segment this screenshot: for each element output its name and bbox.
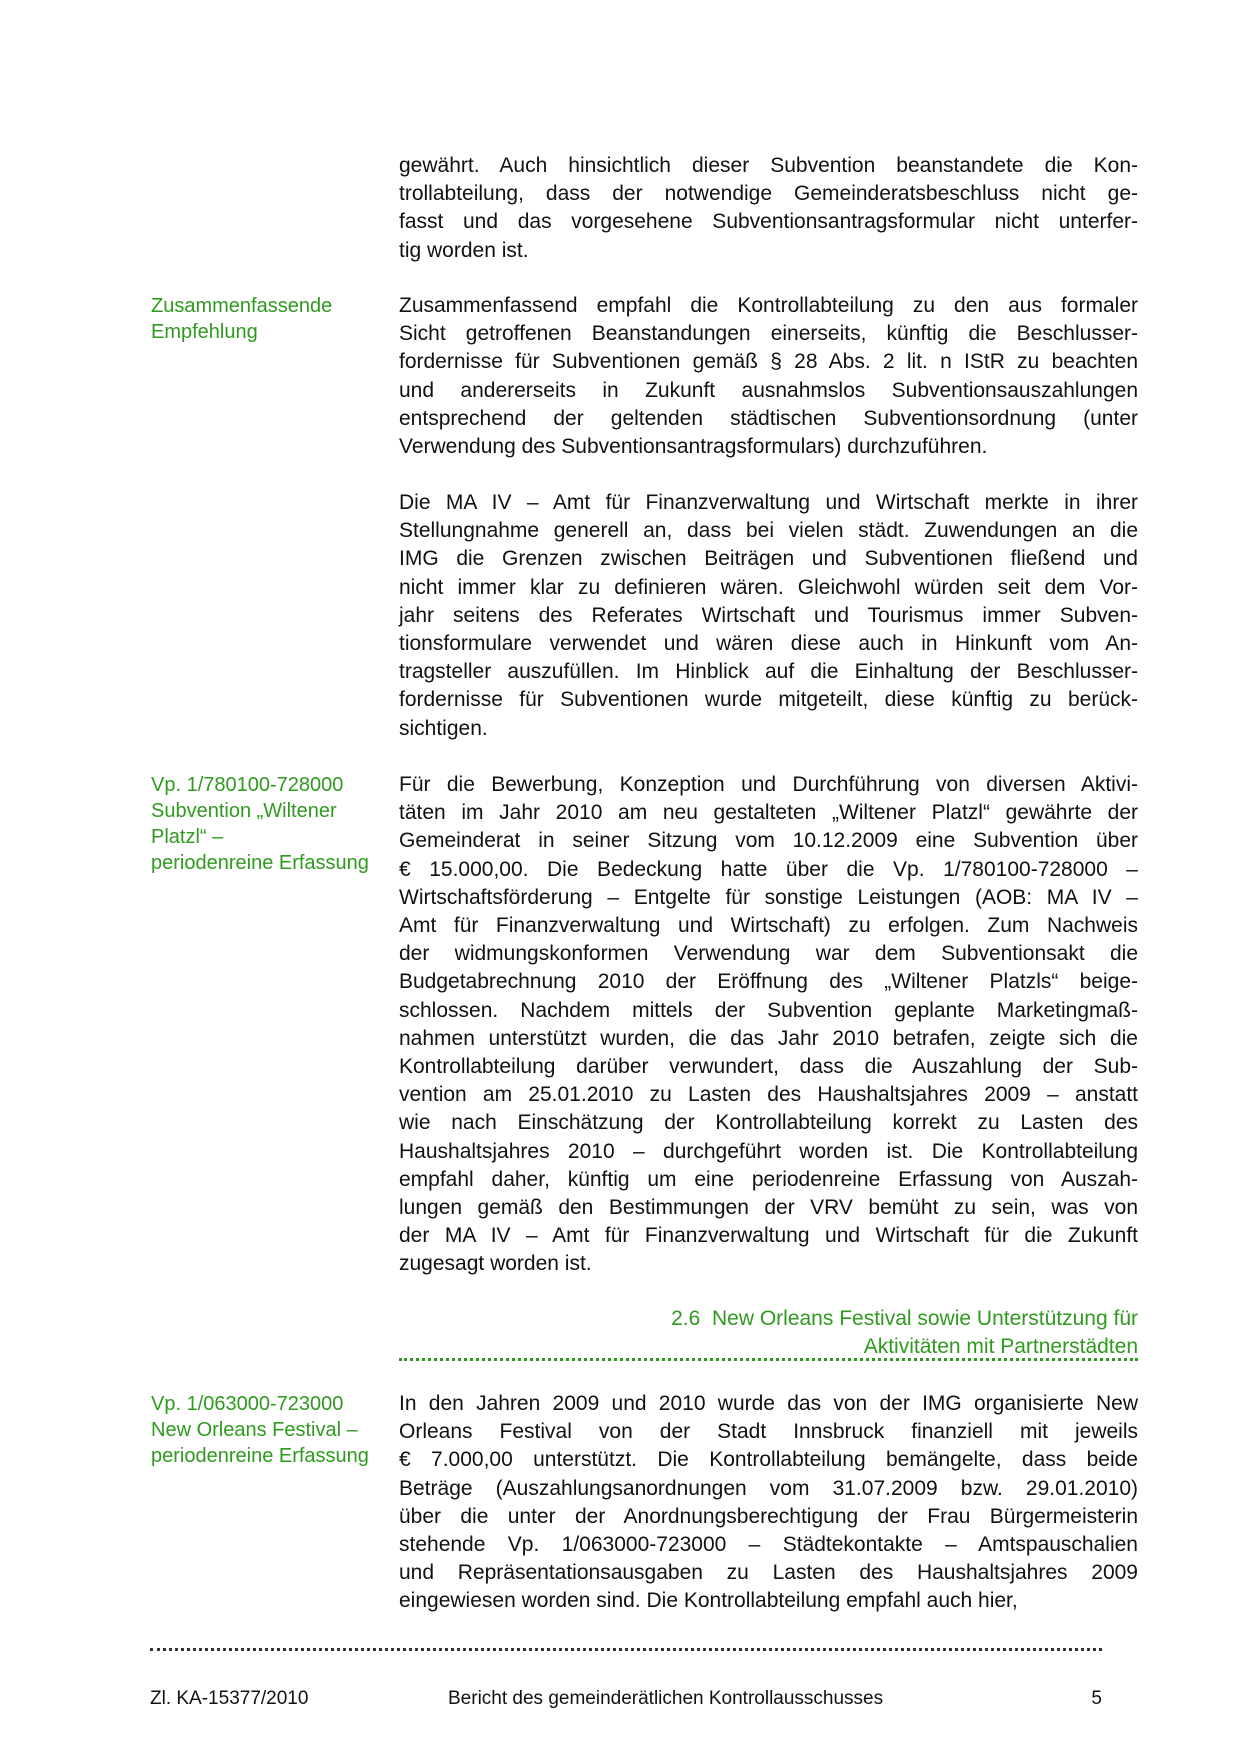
label-line: Subvention „Wiltener [151,800,337,822]
text-line: der MA IV – Amt für Finanzverwaltung und Wirtschaft für die Zukunft [399,1224,1138,1248]
text-line: und Repräsentationsausgaben zu Lasten des Haushaltsjahres 2009 [399,1561,1138,1585]
text-line: gewährt. Auch hinsichtlich dieser Subvention beanstandete die Kon- [399,154,1138,177]
footer-reference: Zl. KA-15377/2010 [150,1688,309,1709]
text-line: Stellungnahme generell an, dass bei vielen städt. Zuwendungen an die [399,519,1138,543]
text-line: Gemeinderat in seiner Sitzung vom 10.12.2009 eine Subvention über [399,829,1138,853]
text-line: tragsteller auszufüllen. Im Hinblick auf die Einhaltung der Beschlusser- [399,660,1138,684]
text-line: fordernisse für Subventionen wurde mitgeteilt, diese künftig zu berück- [399,688,1138,712]
text-line: und andererseits in Zukunft ausnahmslos Subventionsauszahlungen [399,378,1138,402]
label-line: New Orleans Festival – [151,1419,358,1441]
footer-title: Bericht des gemeinderätlichen Kontrollausschusses [448,1688,884,1709]
paragraph-4 [399,771,1138,1279]
heading-divider [399,1358,1138,1361]
text-line: fordernisse für Subventionen gemäß § 28 Abs. 2 lit. n IStR zu beachten [399,350,1138,374]
page-number: 5 [1091,1688,1102,1709]
text-line: Haushaltsjahres 2010 – durchgeführt worden ist. Die Kontrollabteilung [399,1139,1138,1163]
text-line: € 15.000,00. Die Bedeckung hatte über die Vp. 1/780100-728000 – [399,857,1138,881]
text-line: wie nach Einschätzung der Kontrollabteilung korrekt zu Lasten des [399,1111,1138,1135]
margin-label-wiltener-platzl [151,772,381,876]
text-line: nahmen unterstützt wurden, die das Jahr 2010 betrafen, zeigte sich die [399,1026,1138,1050]
text-line: trollabteilung, dass der notwendige Gemeinderatsbeschluss nicht ge- [399,182,1138,206]
text-line: lungen gemäß den Bestimmungen der VRV bemüht zu sein, was von [399,1196,1138,1220]
text-line: Wirtschaftsförderung – Entgelte für sonstige Leistungen (AOB: MA IV – [399,885,1138,909]
text-line: Budgetabrechnung 2010 der Eröffnung des „Wiltener Platzls“ beige- [399,970,1138,994]
text-line: IMG die Grenzen zwischen Beiträgen und Subventionen fließend und [399,547,1138,571]
section-heading-2-6 [399,1305,1138,1361]
paragraph-3 [399,489,1138,743]
heading-line-1: 2.6 New Orleans Festival sowie Unterstützung für [671,1307,1138,1330]
text-line: stehende Vp. 1/063000-723000 – Städtekontakte – Amtspauschalien [399,1533,1138,1557]
text-line: Die MA IV – Amt für Finanzverwaltung und Wirtschaft merkte in ihrer [399,491,1138,514]
text-line: Orleans Festival von der Stadt Innsbruck finanziell mit jeweils [399,1420,1138,1444]
heading-line-2: Aktivitäten mit Partnerstädten [863,1335,1138,1358]
margin-label-zusammenfassende-empfehlung [151,293,381,345]
text-line: schlossen. Nachdem mittels der Subvention geplante Marketingmaß- [399,998,1138,1022]
text-line: der widmungskonformen Verwendung war dem Subventionsakt die [399,942,1138,966]
text-line: tionsformulare verwendet und wären diese auch in Hinkunft vom An- [399,632,1138,656]
paragraph-5 [399,1390,1138,1616]
label-line: Empfehlung [151,321,258,343]
paragraph-1 [399,152,1138,265]
text-line: eingewiesen worden sind. Die Kontrollabteilung empfahl auch hier, [399,1589,1018,1613]
text-line: Für die Bewerbung, Konzeption und Durchführung von diversen Aktivi- [399,773,1138,796]
text-line: sichtigen. [399,716,488,740]
label-line: periodenreine Erfassung [151,1445,369,1467]
footer-divider [150,1648,1102,1651]
text-line: € 7.000,00 unterstützt. Die Kontrollabteilung bemängelte, dass beide [399,1448,1138,1472]
text-line: Beträge (Auszahlungsanordnungen vom 31.07.2009 bzw. 29.01.2010) [399,1476,1138,1500]
text-line: In den Jahren 2009 und 2010 wurde das von der IMG organisierte New [399,1392,1138,1415]
text-line: jahr seitens des Referates Wirtschaft und Tourismus immer Subven- [399,603,1138,627]
label-line: Vp. 1/063000-723000 [151,1393,344,1415]
paragraph-2 [399,292,1138,461]
label-line: Vp. 1/780100-728000 [151,774,344,796]
label-line: Zusammenfassende [151,295,333,317]
text-line: Verwendung des Subventionsantragsformulars) durchzuführen. [399,435,988,459]
text-line: Sicht getroffenen Beanstandungen einerseits, künftig die Beschlusser- [399,322,1138,346]
text-line: täten im Jahr 2010 am neu gestalteten „Wiltener Platzl“ gewährte der [399,801,1138,825]
label-line: periodenreine Erfassung [151,852,369,874]
text-line: empfahl daher, künftig um eine periodenreine Erfassung von Auszah- [399,1167,1138,1191]
text-line: vention am 25.01.2010 zu Lasten des Haushaltsjahres 2009 – anstatt [399,1083,1138,1107]
margin-label-new-orleans [151,1391,381,1469]
text-line: entsprechend der geltenden städtischen Subventionsordnung (unter [399,406,1138,430]
text-line: über die unter der Anordnungsberechtigung der Frau Bürgermeisterin [399,1504,1138,1528]
text-line: zugesagt worden ist. [399,1252,592,1276]
text-line: fasst und das vorgesehene Subventionsantragsformular nicht unterfer- [399,210,1138,234]
text-line: Amt für Finanzverwaltung und Wirtschaft) zu erfolgen. Zum Nachweis [399,914,1138,938]
text-line: Zusammenfassend empfahl die Kontrollabteilung zu den aus formaler [399,294,1138,317]
text-line: Kontrollabteilung darüber verwundert, dass die Auszahlung der Sub- [399,1055,1138,1079]
text-line: nicht immer klar zu definieren wären. Gleichwohl würden seit dem Vor- [399,575,1138,599]
text-line: tig worden ist. [399,238,529,262]
label-line: Platzl“ – [151,826,224,848]
